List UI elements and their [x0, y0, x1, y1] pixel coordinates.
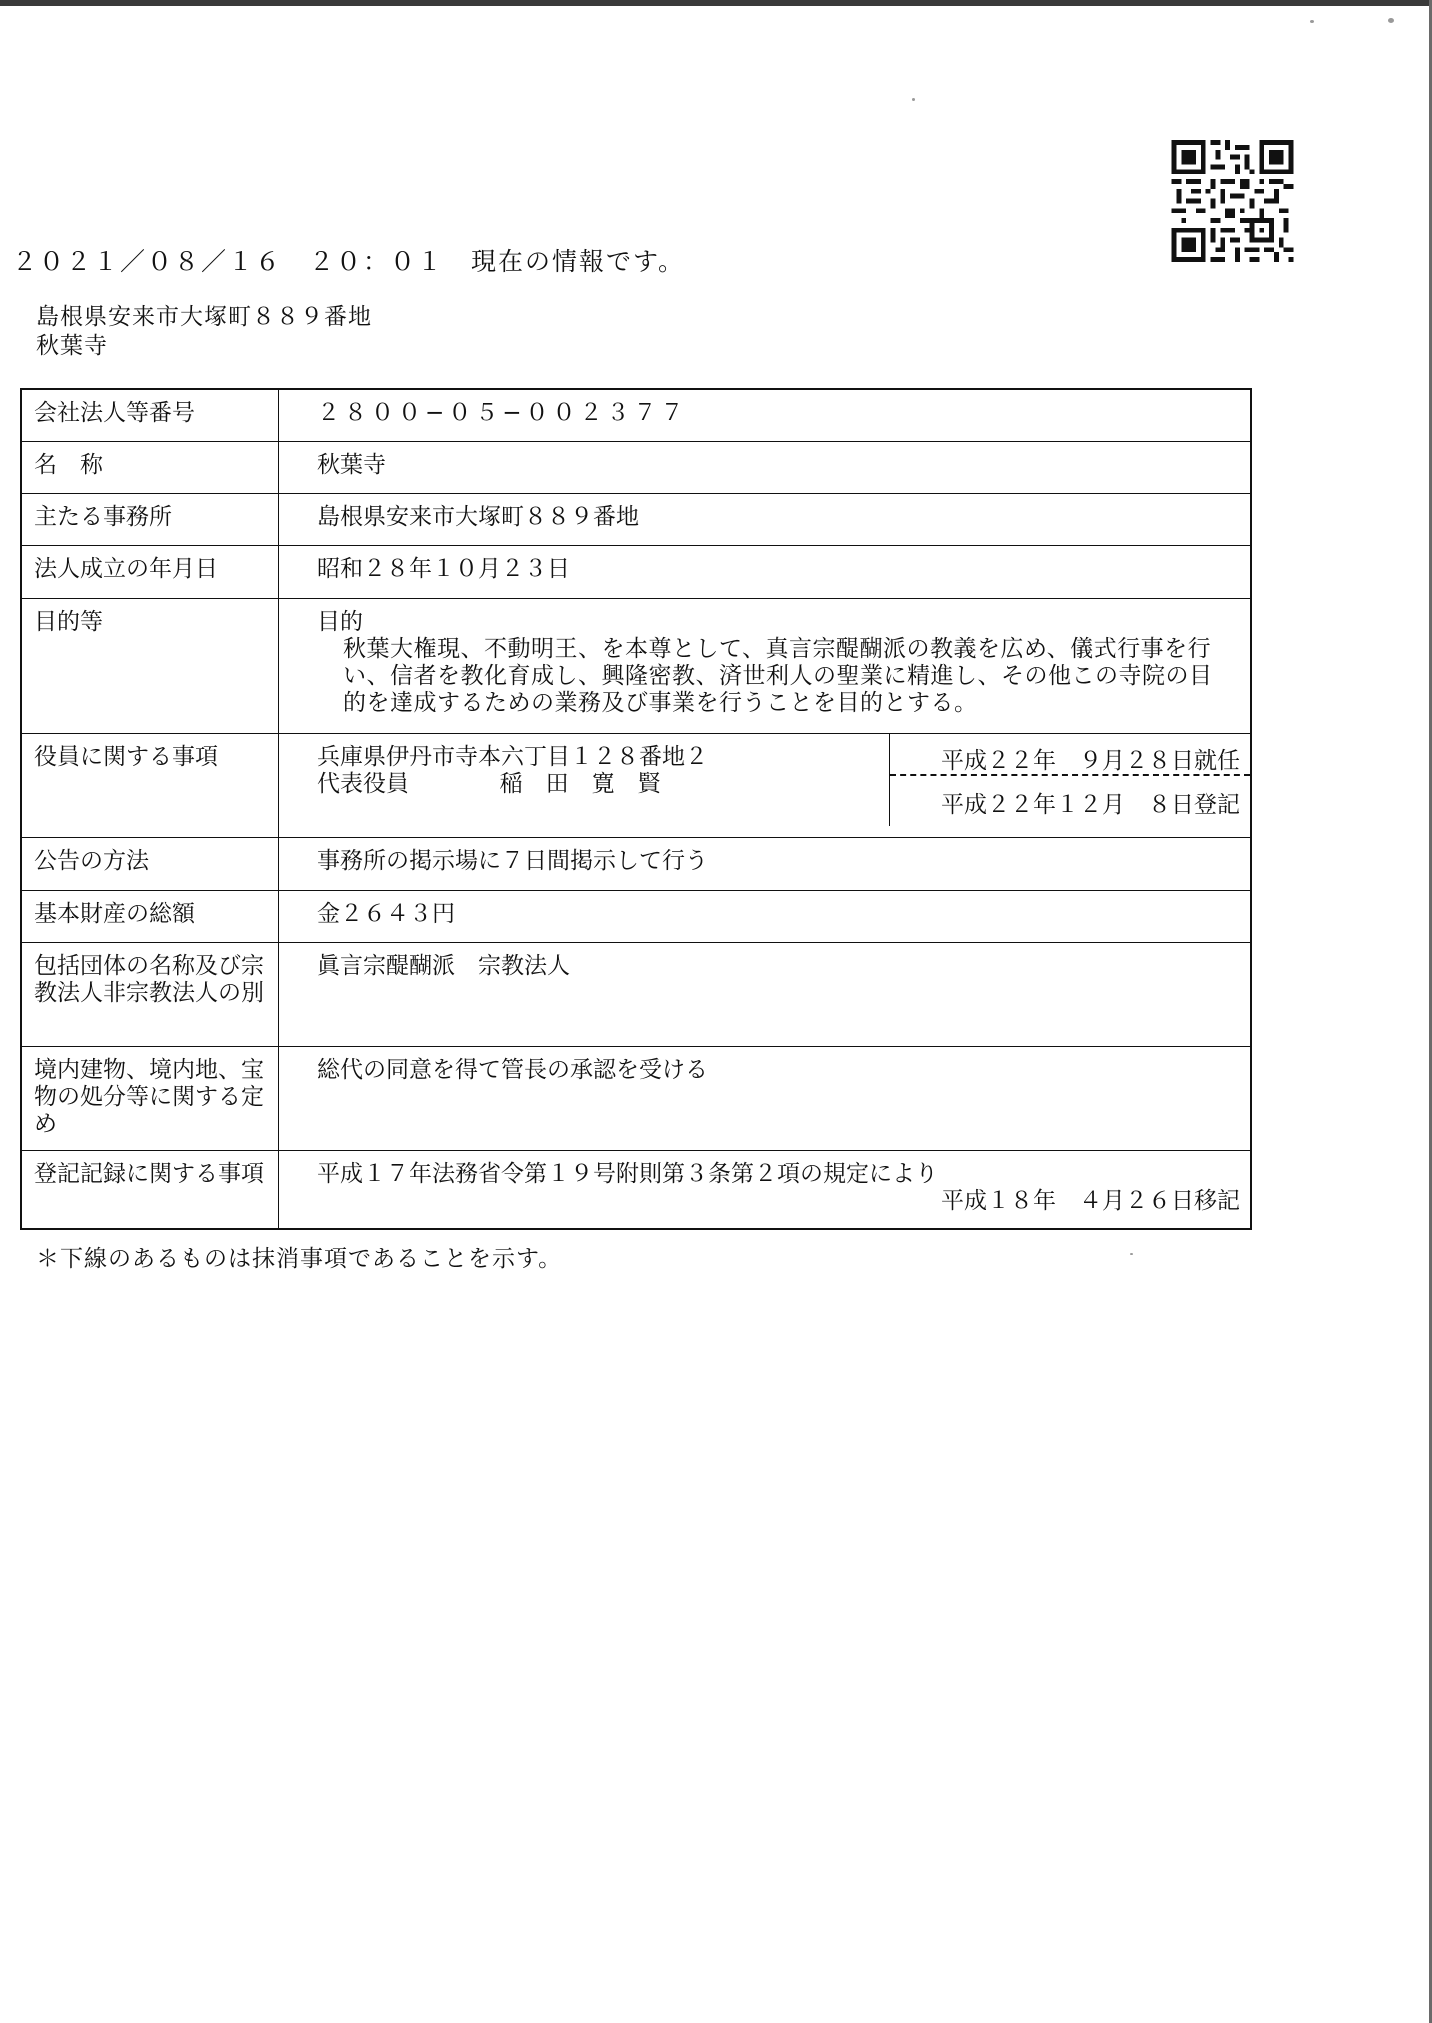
- value-corp-number: ２８００−０５−００２３７７: [279, 389, 1252, 441]
- scan-speck: [1130, 1253, 1133, 1255]
- table-row: [21, 1150, 1251, 1229]
- value-record: [279, 1150, 1252, 1229]
- header-corp-name: 秋葉寺: [36, 333, 108, 359]
- officer-role: 代表役員: [317, 770, 409, 797]
- table-row: [21, 837, 1251, 890]
- scan-speck: [1310, 20, 1314, 23]
- value-office: 島根県安来市大塚町８８９番地: [279, 493, 1252, 545]
- officer-appointed-date: 平成２２年 ９月２８日就任: [890, 734, 1250, 776]
- registry-table: [20, 388, 1252, 1230]
- qr-code: [1170, 140, 1295, 262]
- table-row: [21, 389, 1251, 441]
- label-purpose: 目的等: [21, 598, 279, 733]
- footnote: ＊下線のあるものは抹消事項であることを示す。: [36, 1246, 563, 1272]
- purpose-body: 秋葉大権現、不動明王、を本尊として、真言宗醍醐派の教義を広め、儀式行事を行い、信者を教化育成し、興隆密教、済世利人の聖業に精進し、その他この寺院の目的を達成するための業務及び事業を行うことを目的とする。: [343, 635, 1213, 716]
- table-row: [21, 1046, 1251, 1150]
- table-row: [21, 890, 1251, 942]
- label-record: 登記記録に関する事項: [21, 1150, 279, 1229]
- purpose-heading: 目的: [317, 608, 363, 635]
- label-corp-number: 会社法人等番号: [21, 389, 279, 441]
- value-name: 秋葉寺: [279, 441, 1252, 493]
- scan-speck: [1388, 18, 1394, 23]
- label-established: 法人成立の年月日: [21, 545, 279, 598]
- officer-address: 兵庫県伊丹市寺本六丁目１２８番地２: [317, 743, 708, 770]
- table-row: [21, 598, 1251, 733]
- officer-person: 稲 田 寛 賢: [499, 770, 661, 797]
- value-officers: [279, 733, 1252, 837]
- label-disposal: 境内建物、境内地、宝物の処分等に関する定め: [21, 1046, 279, 1150]
- label-name: 名 称: [21, 441, 279, 493]
- record-date: 平成１８年 ４月２６日移記: [941, 1187, 1240, 1214]
- value-purpose: [279, 598, 1252, 733]
- value-assets: 金２６４３円: [279, 890, 1252, 942]
- value-disposal: 総代の同意を得て管長の承認を受ける: [279, 1046, 1252, 1150]
- table-row: [21, 942, 1251, 1046]
- table-row: [21, 441, 1251, 493]
- table-row: [21, 733, 1251, 837]
- label-office: 主たる事務所: [21, 493, 279, 545]
- value-established: 昭和２８年１０月２３日: [279, 545, 1252, 598]
- table-row: [21, 493, 1251, 545]
- scan-top-border: [0, 0, 1432, 6]
- label-officers: 役員に関する事項: [21, 733, 279, 837]
- header-address: 島根県安来市大塚町８８９番地: [36, 304, 372, 330]
- scan-speck: [912, 98, 915, 101]
- timestamp-line: ２０２１／０８／１６ ２０：０１ 現在の情報です。: [12, 247, 686, 276]
- label-parent-body: 包括団体の名称及び宗教法人非宗教法人の別: [21, 942, 279, 1046]
- label-assets: 基本財産の総額: [21, 890, 279, 942]
- record-text: 平成１７年法務省令第１９号附則第３条第２項の規定により: [317, 1160, 938, 1187]
- value-notice: 事務所の掲示場に７日間掲示して行う: [279, 837, 1252, 890]
- table-row: [21, 545, 1251, 598]
- officer-registered-date: 平成２２年１２月 ８日登記: [941, 791, 1240, 818]
- officer-role-line: [317, 771, 889, 798]
- label-notice: 公告の方法: [21, 837, 279, 890]
- value-parent-body: 眞言宗醍醐派 宗教法人: [279, 942, 1252, 1046]
